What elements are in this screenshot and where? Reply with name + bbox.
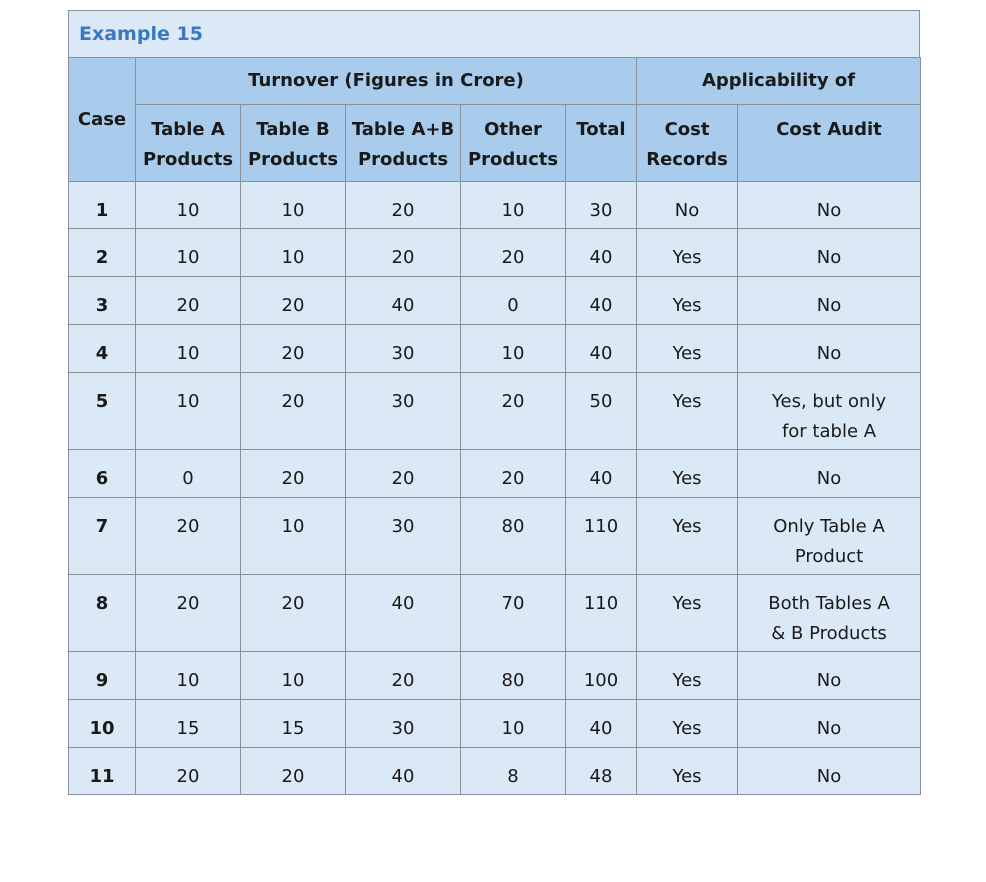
header-cost-audit bbox=[738, 105, 921, 182]
table-cell: 20 bbox=[241, 277, 346, 325]
case-number-cell: 4 bbox=[69, 325, 136, 373]
table-cell: 10 bbox=[136, 182, 241, 229]
table-cell: 30 bbox=[346, 700, 461, 748]
table-row bbox=[69, 498, 921, 575]
header-table-a bbox=[136, 105, 241, 182]
table-cell: 10 bbox=[461, 700, 566, 748]
table-cell: 20 bbox=[136, 277, 241, 325]
header-table-a-b-line: Table A+B bbox=[351, 119, 455, 140]
header-cost-records-line: Records bbox=[646, 149, 728, 170]
header-table-b-line: Table B bbox=[256, 119, 330, 140]
table-cell: 20 bbox=[241, 373, 346, 450]
table-cell: 40 bbox=[566, 325, 637, 373]
table-cell: 48 bbox=[566, 748, 637, 795]
table-row bbox=[69, 450, 921, 498]
case-number-cell: 11 bbox=[69, 748, 136, 795]
table-cell: 80 bbox=[461, 498, 566, 575]
case-number-cell: 1 bbox=[69, 182, 136, 229]
case-number-cell: 10 bbox=[69, 700, 136, 748]
table-cell: 20 bbox=[241, 575, 346, 652]
table-cell: 110 bbox=[566, 498, 637, 575]
table-cell: 10 bbox=[241, 498, 346, 575]
table-cell: 20 bbox=[136, 748, 241, 795]
table-cell: 20 bbox=[346, 450, 461, 498]
table-cell: Yes, but only for table A bbox=[738, 373, 921, 450]
table-cell: 110 bbox=[566, 575, 637, 652]
table-cell: 10 bbox=[241, 652, 346, 700]
header-other bbox=[461, 105, 566, 182]
header-total-line: Total bbox=[576, 119, 626, 140]
header-cost-records bbox=[637, 105, 738, 182]
table-cell: 40 bbox=[346, 277, 461, 325]
table-cell: 20 bbox=[461, 229, 566, 277]
table-cell: 20 bbox=[241, 325, 346, 373]
table-cell: No bbox=[738, 652, 921, 700]
table-cell: 40 bbox=[566, 229, 637, 277]
table-cell: 20 bbox=[241, 748, 346, 795]
header-table-b-line: Products bbox=[247, 149, 339, 170]
table-cell: 15 bbox=[241, 700, 346, 748]
table-cell: 10 bbox=[136, 652, 241, 700]
table-cell: 40 bbox=[566, 700, 637, 748]
table-cell: 0 bbox=[136, 450, 241, 498]
table-cell: 30 bbox=[566, 182, 637, 229]
table-cell: No bbox=[738, 182, 921, 229]
table-cell: Yes bbox=[637, 229, 738, 277]
table-cell: 10 bbox=[241, 229, 346, 277]
table-cell: 20 bbox=[346, 229, 461, 277]
header-table-b bbox=[241, 105, 346, 182]
table-cell: Yes bbox=[637, 748, 738, 795]
table-cell: 80 bbox=[461, 652, 566, 700]
table-cell: 10 bbox=[461, 325, 566, 373]
table-cell: 15 bbox=[136, 700, 241, 748]
table-cell: 50 bbox=[566, 373, 637, 450]
table-cell: Yes bbox=[637, 277, 738, 325]
table-row bbox=[69, 325, 921, 373]
table-cell: No bbox=[637, 182, 738, 229]
table-cell: 30 bbox=[346, 325, 461, 373]
case-number-cell: 8 bbox=[69, 575, 136, 652]
table-cell: 20 bbox=[241, 450, 346, 498]
header-cost-audit-line: Cost Audit bbox=[776, 119, 882, 140]
table-cell: Yes bbox=[637, 575, 738, 652]
table-cell: Yes bbox=[637, 450, 738, 498]
case-number-cell: 2 bbox=[69, 229, 136, 277]
header-cost-records-line: Cost bbox=[664, 119, 710, 140]
table-cell: 0 bbox=[461, 277, 566, 325]
table-cell: 10 bbox=[136, 325, 241, 373]
table-cell: 8 bbox=[461, 748, 566, 795]
table-cell: 10 bbox=[241, 182, 346, 229]
case-number-cell: 3 bbox=[69, 277, 136, 325]
table-row bbox=[69, 575, 921, 652]
table-row bbox=[69, 229, 921, 277]
table-cell: No bbox=[738, 277, 921, 325]
table-cell: 40 bbox=[566, 450, 637, 498]
table-cell: 20 bbox=[346, 182, 461, 229]
example-title-bar bbox=[68, 10, 920, 57]
header-other-line: Products bbox=[467, 149, 559, 170]
table-cell: 20 bbox=[136, 575, 241, 652]
example-title: Example 15 bbox=[79, 23, 203, 45]
turnover-table bbox=[68, 57, 921, 795]
table-cell: 10 bbox=[136, 229, 241, 277]
table-cell: Yes bbox=[637, 700, 738, 748]
table-row bbox=[69, 182, 921, 229]
header-total bbox=[566, 105, 637, 182]
table-row bbox=[69, 373, 921, 450]
example-table-container bbox=[68, 10, 920, 795]
table-cell: 20 bbox=[461, 450, 566, 498]
table-cell: 70 bbox=[461, 575, 566, 652]
table-cell: No bbox=[738, 229, 921, 277]
header-turnover: Turnover (Figures in Crore) bbox=[136, 58, 637, 105]
table-cell: No bbox=[738, 700, 921, 748]
header-table-a-b bbox=[346, 105, 461, 182]
table-row bbox=[69, 652, 921, 700]
table-cell: 10 bbox=[136, 373, 241, 450]
case-number-cell: 5 bbox=[69, 373, 136, 450]
table-cell: Yes bbox=[637, 373, 738, 450]
table-row bbox=[69, 277, 921, 325]
header-table-a-line: Products bbox=[142, 149, 234, 170]
table-cell: 30 bbox=[346, 498, 461, 575]
header-table-a-line: Table A bbox=[151, 119, 225, 140]
table-row bbox=[69, 748, 921, 795]
header-applicability: Applicability of bbox=[637, 58, 921, 105]
case-number-cell: 9 bbox=[69, 652, 136, 700]
table-cell: 100 bbox=[566, 652, 637, 700]
table-cell: 40 bbox=[346, 575, 461, 652]
table-cell: No bbox=[738, 450, 921, 498]
case-number-cell: 7 bbox=[69, 498, 136, 575]
table-cell: Yes bbox=[637, 652, 738, 700]
table-row bbox=[69, 700, 921, 748]
header-table-a-b-line: Products bbox=[357, 149, 449, 170]
header-case: Case bbox=[69, 58, 136, 182]
table-cell: 40 bbox=[566, 277, 637, 325]
table-cell: 10 bbox=[461, 182, 566, 229]
table-cell: 40 bbox=[346, 748, 461, 795]
table-cell: 20 bbox=[136, 498, 241, 575]
table-cell: No bbox=[738, 325, 921, 373]
table-cell: Yes bbox=[637, 498, 738, 575]
table-cell: Both Tables A & B Products bbox=[738, 575, 921, 652]
header-other-line: Other bbox=[484, 119, 542, 140]
table-cell: 20 bbox=[346, 652, 461, 700]
table-cell: Yes bbox=[637, 325, 738, 373]
table-cell: 30 bbox=[346, 373, 461, 450]
case-number-cell: 6 bbox=[69, 450, 136, 498]
table-cell: 20 bbox=[461, 373, 566, 450]
table-cell: Only Table A Product bbox=[738, 498, 921, 575]
table-cell: No bbox=[738, 748, 921, 795]
